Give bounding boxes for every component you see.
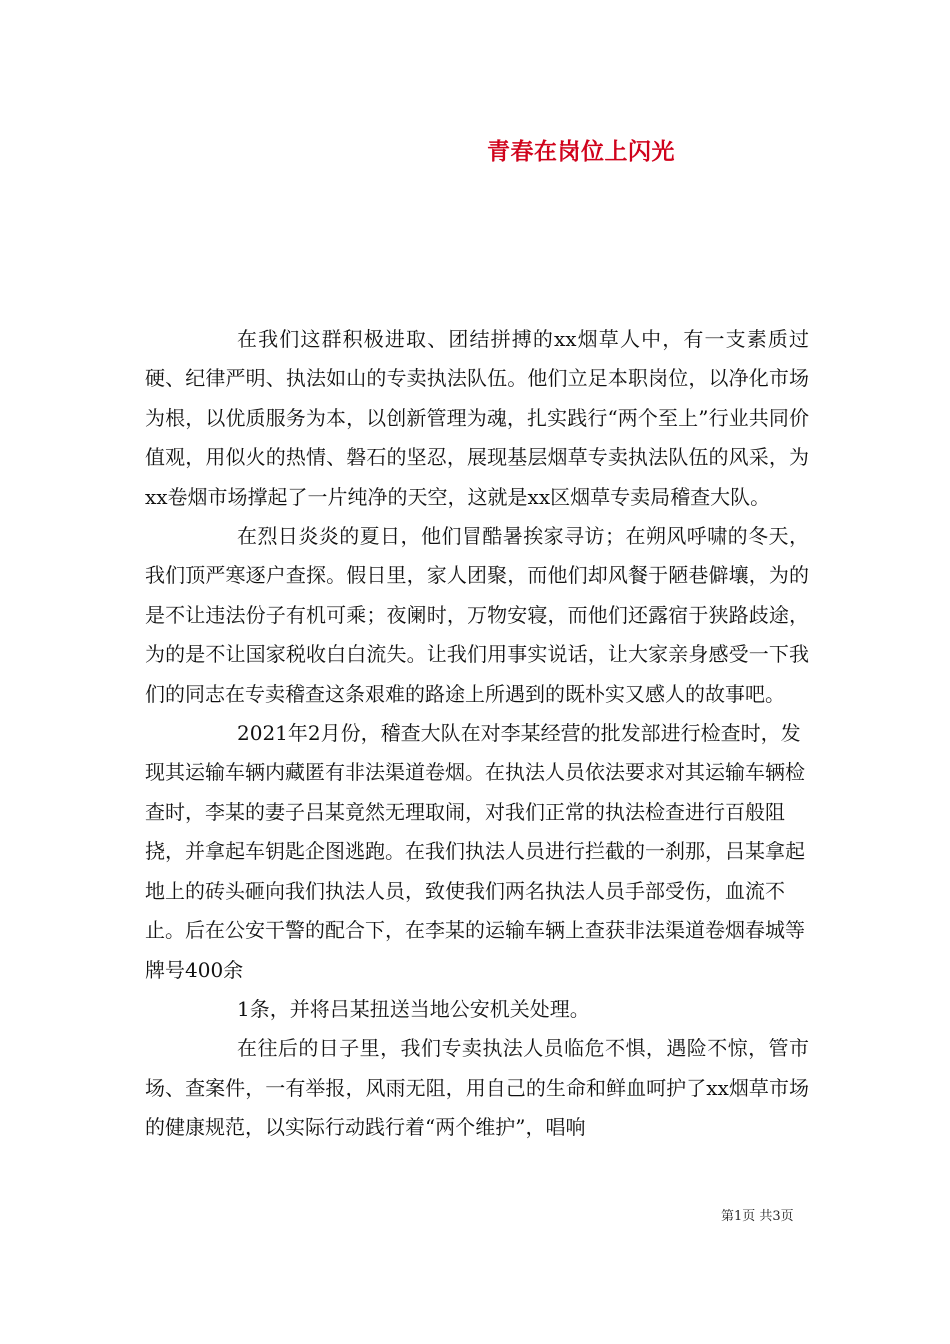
document-body (145, 320, 809, 1148)
paragraph: 1条，并将吕某扭送当地公安机关处理。 (237, 996, 590, 1021)
paragraph: 2021年2月份，稽查大队在对李某经营的批发部进行检查时，发现其运输车辆内藏匿有非法渠道卷烟。在执法人员依法要求对其运输车辆检查时，李某的妻子吕某竟然无理取闹，对我们正常的执法检查进行百般阻挠，并拿起车钥匙企图逃跑。在我们执法人员进行拦截的一刹那，吕某拿起地上的砖头砸向我们执法人员，致使我们两名执法人员手部受伤，血流不止。后在公安干警的配合下，在李某的运输车辆上查获非法渠道卷烟春城等牌号400余 (145, 721, 805, 982)
paragraph: 在我们这群积极进取、团结拼搏的xx烟草人中，有一支素质过硬、纪律严明、执法如山的专卖执法队伍。他们立足本职岗位，以净化市场为根，以优质服务为本，以创新管理为魂，扎实践行“两个至上”行业共同价值观，用似火的热情、磐石的坚忍，展现基层烟草专卖执法队伍的风采，为xx卷烟市场撑起了一片纯净的天空，这就是xx区烟草专卖局稽查大队。 (145, 327, 809, 509)
paragraph: 在往后的日子里，我们专卖执法人员临危不惧，遇险不惊，管市场、查案件，一有举报，风雨无阻，用自己的生命和鲜血呵护了xx烟草市场的健康规范，以实际行动践行着“两个维护”，唱响 (145, 1036, 809, 1140)
document-title: 青春在岗位上闪光 (487, 138, 675, 165)
page-number-footer: 第1页 共3页 (721, 1209, 794, 1224)
paragraph: 在烈日炎炎的夏日，他们冒酷暑挨家寻访；在朔风呼啸的冬天，我们顶严寒逐户查探。假日里，家人团聚，而他们却风餐于陋巷僻壤，为的是不让违法份子有机可乘；夜阑时，万物安寝，而他们还露宿于狭路歧途，为的是不让国家税收白白流失。让我们用事实说话，让大家亲身感受一下我们的同志在专卖稽查这条艰难的路途上所遇到的既朴实又感人的故事吧。 (145, 524, 809, 706)
